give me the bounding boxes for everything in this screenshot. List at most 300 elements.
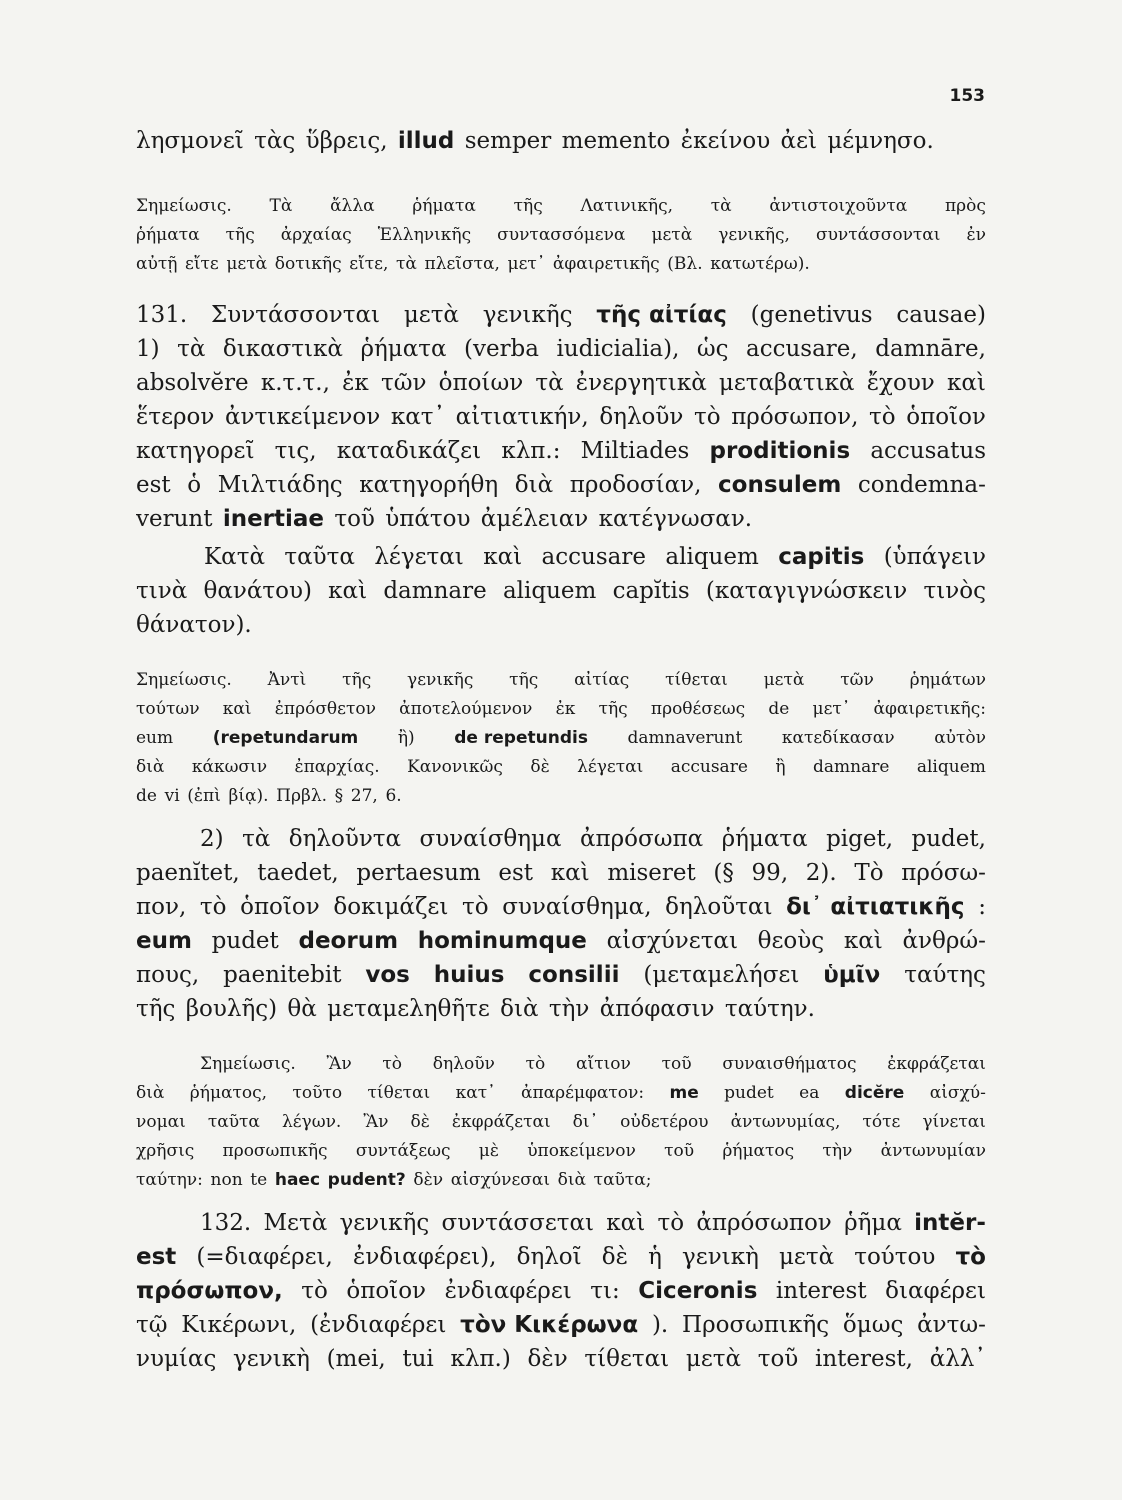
word: τίθεται [584, 1346, 670, 1372]
text-line [136, 128, 986, 154]
word: ἐκ [342, 370, 369, 396]
word: κλπ.: [501, 438, 561, 464]
word: ). [651, 1312, 669, 1338]
word: εἴτε [185, 254, 219, 274]
word: γενικὴ [682, 1244, 759, 1270]
word: συντάσσεται [441, 1210, 595, 1236]
word: accusare, [746, 336, 858, 362]
word: θάνατον). [136, 612, 252, 638]
text-line [136, 757, 986, 777]
word: δηλοῦν [599, 404, 684, 430]
word: Ἀντὶ [267, 670, 307, 690]
word: pudet [211, 928, 279, 954]
word: καὶ [843, 928, 883, 954]
word: me [669, 1083, 699, 1103]
word: δὲν [527, 1346, 568, 1372]
word: πρόσω- [901, 860, 986, 886]
word: 6. [385, 786, 402, 806]
text-line [204, 544, 986, 570]
word: Κατὰ [204, 544, 265, 570]
word: τίθεται [367, 1083, 431, 1103]
word: ἀνθρώ- [902, 928, 986, 954]
page-number: 153 [949, 86, 985, 106]
word: τῆς [598, 699, 628, 719]
word: : [978, 894, 986, 920]
word: Τὰ [269, 196, 293, 216]
word: διὰ [136, 1083, 165, 1103]
word: τὰ [396, 254, 417, 274]
word: καὶ [606, 1210, 646, 1236]
word: δι᾿ [572, 1112, 599, 1132]
word: τῆς [136, 996, 176, 1022]
word: τῷ [136, 1312, 168, 1338]
word: τὰ [242, 826, 271, 852]
word: accusatus [870, 438, 986, 464]
text-line [200, 1210, 986, 1236]
text-line [136, 894, 986, 920]
word: δηλοῦντα [288, 826, 402, 852]
word: consulem [718, 472, 842, 498]
word: ἀντικείμενον [224, 404, 381, 430]
word: 2) [200, 826, 224, 852]
word: τῶν [380, 370, 427, 396]
word: πον, [136, 894, 187, 920]
word: συντάξεως [355, 1141, 451, 1161]
word: καὶ [483, 544, 523, 570]
word: αὐτῇ [136, 254, 178, 274]
word: de repetundis [454, 728, 588, 748]
word: θεοὺς [757, 928, 825, 954]
word: § [334, 786, 344, 806]
word: ἀπόφασιν [599, 996, 715, 1022]
word: deorum [298, 928, 399, 954]
text-line [136, 1346, 986, 1372]
word: ἢ) [397, 728, 415, 748]
word: κατέγνωσαν. [598, 506, 753, 532]
word: μετ᾿ [812, 699, 851, 719]
word: κατ᾿ [455, 1083, 496, 1103]
word: ταύτην: [136, 1170, 203, 1190]
word: ἐκ [555, 699, 576, 719]
word: ταῦτα [207, 1112, 260, 1132]
word: ἀντω- [917, 1312, 986, 1338]
word: τῆς [342, 670, 372, 690]
word: τὴν [548, 996, 590, 1022]
word: αἰσχύνεται [606, 928, 738, 954]
word: Τὸ [854, 860, 884, 886]
word: διαφέρει [885, 1278, 986, 1304]
text-line [136, 254, 986, 274]
text-line [136, 1244, 986, 1270]
word: (repetundarum [212, 728, 359, 748]
word: ἀλλ᾿ [929, 1346, 986, 1372]
word: δηλοῦται [665, 894, 773, 920]
word: pudet, [911, 826, 986, 852]
word: μετὰ [403, 302, 459, 328]
word: (μεταμελήσει [643, 962, 800, 988]
word: ἐνεργητικὰ [575, 370, 707, 396]
word: ἀφαιρετικῆς [552, 254, 660, 274]
word: αἴτιον [576, 1054, 631, 1074]
word: πρὸς [944, 196, 986, 216]
word: ἀμέλειαν [480, 506, 589, 532]
word: condemna- [857, 472, 986, 498]
word: inertiae [222, 506, 325, 532]
word: capĭtis [612, 578, 690, 604]
word: γενικῆς [407, 670, 474, 690]
word: αἰτίας [574, 670, 630, 690]
word: Ἂν [326, 1054, 352, 1074]
word: ὑμῖν [823, 962, 881, 988]
text-line [136, 1170, 986, 1190]
word: ἔχουν [866, 370, 935, 396]
word: est [498, 860, 534, 886]
word: μετὰ [226, 254, 268, 274]
word: ἄλλα [330, 196, 375, 216]
word: Ἑλληνικῆς [377, 225, 472, 245]
word: dicĕre [844, 1083, 905, 1103]
text-line [136, 786, 986, 806]
word: καὶ [222, 699, 252, 719]
word: Κικέρωνι, [181, 1312, 297, 1338]
word: Συντάσσονται [211, 302, 381, 328]
word: τοῦ [334, 506, 375, 532]
word: ῥημάτων [909, 670, 986, 690]
word: Ἂν [363, 1112, 389, 1132]
word: προθέσεως [650, 699, 746, 719]
word: αἰσχύνεσαι [450, 1170, 550, 1190]
text-line [200, 826, 986, 852]
word: causae) [896, 302, 986, 328]
word: ῥήματα [721, 826, 808, 852]
word: θὰ [287, 996, 317, 1022]
word: Κανονικῶς [407, 757, 503, 777]
word: πρόσωπον, [731, 404, 859, 430]
word: τούτων [136, 699, 200, 719]
word: δι᾿ αἰτιατικῆς [786, 894, 965, 920]
word: οὐδετέρου [620, 1112, 709, 1132]
word: ἐν [966, 225, 986, 245]
word: hominumque [417, 928, 587, 954]
word: ῥήματα [412, 196, 476, 216]
word: est [136, 472, 171, 498]
word: ἀπρόσωπα [580, 826, 704, 852]
word: eum [136, 928, 192, 954]
text-line [136, 578, 986, 604]
word: aliquem [502, 578, 597, 604]
word: δοτικῆς [274, 254, 342, 274]
text-line [136, 225, 986, 245]
word: διὰ [500, 996, 539, 1022]
text-line [136, 1141, 986, 1161]
word: ἀποτελούμενον [399, 699, 533, 719]
word: 27, [350, 786, 378, 806]
word: ὁποῖον [240, 894, 320, 920]
word: ταῦτα [284, 544, 355, 570]
word: (καταγιγνώσκειν [705, 578, 908, 604]
word: ὁποῖον [346, 1278, 427, 1304]
word: Προσωπικῆς [682, 1312, 830, 1338]
word: 99, [751, 860, 789, 886]
word: Πρβλ. [276, 786, 327, 806]
word: (=διαφέρει, [196, 1244, 333, 1270]
word: προσωπικῆς [222, 1141, 328, 1161]
word: te [250, 1170, 268, 1190]
word: λέγεται [374, 544, 464, 570]
word: iudicialia), [556, 336, 680, 362]
word: intĕr- [914, 1210, 986, 1236]
word: miseret [607, 860, 696, 886]
text-line [136, 612, 986, 638]
word: καὶ [946, 370, 986, 396]
word: ὁποῖον [906, 404, 986, 430]
word: κατηγορεῖ [136, 438, 255, 464]
word: δηλοῦν [432, 1054, 495, 1074]
word: τοῦ [661, 1054, 692, 1074]
word: damnare [812, 757, 890, 777]
text-line [136, 728, 986, 748]
word: paenĭtet, [136, 860, 240, 886]
word: ἐπαρχίας. [294, 757, 380, 777]
word: γενικῆς [482, 302, 573, 328]
word: τὸ [461, 894, 489, 920]
word: συναίσθημα [419, 826, 562, 852]
word: ἡ [648, 1244, 662, 1270]
word: de [768, 699, 790, 719]
word: ἐκφράζεται [887, 1054, 986, 1074]
word: (genetivus [750, 302, 873, 328]
word: τῆς [513, 196, 543, 216]
word: τοῦ [757, 1346, 799, 1372]
word: proditionis [709, 438, 851, 464]
word: illud [397, 128, 455, 154]
word: τὸ [869, 404, 896, 430]
word: τοῦτο [292, 1083, 343, 1103]
word: ῥήματα [360, 336, 447, 362]
word: pudet [724, 1083, 774, 1103]
text-line [136, 670, 986, 690]
word: memento [561, 128, 671, 154]
word: πρόσωπον, [136, 1278, 283, 1304]
word: πλεῖστα, [424, 254, 500, 274]
word: Σημείωσις. [200, 1054, 296, 1074]
word: μεταμεληθῆτε [327, 996, 490, 1022]
word: μὲ [478, 1141, 499, 1161]
word: tui [402, 1346, 434, 1372]
word: accusare [670, 757, 748, 777]
text-line [136, 404, 986, 430]
word: δὲ [410, 1112, 430, 1132]
word: haec [274, 1170, 321, 1190]
word: θανάτου) [203, 578, 312, 604]
word: ὅμως [842, 1312, 904, 1338]
word: ὁ [187, 472, 202, 498]
word: τοῦ [664, 1141, 695, 1161]
word: γενικὴ [233, 1346, 310, 1372]
word: ἀντωνυμίας, [730, 1112, 841, 1132]
word: μέμνησο. [827, 128, 934, 154]
word: ἀντιστοιχοῦντα [769, 196, 908, 216]
word: καὶ [328, 578, 368, 604]
word: accusare [541, 544, 646, 570]
word: taedet, [257, 860, 339, 886]
word: non [210, 1170, 243, 1190]
word: τὸ [382, 1054, 403, 1074]
text-line [136, 336, 986, 362]
word: προδοσίαν, [569, 472, 702, 498]
word: aliquem [665, 544, 759, 570]
word: ea [799, 1083, 820, 1103]
word: δοκιμάζει [333, 894, 449, 920]
word: paenitebit [223, 962, 342, 988]
word: Λατινικῆς, [580, 196, 674, 216]
word: ῥῆμα [844, 1210, 902, 1236]
word: (§ [713, 860, 734, 886]
word: δηλοῖ [516, 1244, 582, 1270]
word: ταύτης [904, 962, 986, 988]
word: Σημείωσις. [136, 670, 232, 690]
word: (ὑπάγειν [883, 544, 986, 570]
word: λέγεται [577, 757, 644, 777]
word: ἀφαιρετικῆς: [873, 699, 986, 719]
word: μετ᾿ [507, 254, 546, 274]
word: damnaverunt [627, 728, 743, 748]
word: κατ᾿ [390, 404, 446, 430]
word: μεταβατικὰ [718, 370, 855, 396]
word: τῶν [840, 670, 874, 690]
word: συντάσσονται [815, 225, 941, 245]
text-line [136, 196, 986, 216]
word: ἢ [775, 757, 786, 777]
word: piget, [826, 826, 894, 852]
word: 131. [136, 302, 188, 328]
word: τῆς [509, 670, 539, 690]
word: τὸ [955, 1244, 986, 1270]
word: δὲν [413, 1170, 444, 1190]
word: διὰ [557, 1170, 587, 1190]
word: τίθεται [665, 670, 728, 690]
word: μετὰ [778, 1244, 835, 1270]
word: Ciceronis [638, 1278, 758, 1304]
word: τις, [274, 438, 317, 464]
word: ἀντωνυμίαν [880, 1141, 986, 1161]
word: capitis [778, 544, 865, 570]
word: χρῆσις [136, 1141, 195, 1161]
word: κ.τ.τ., [260, 370, 330, 396]
word: μετὰ [685, 1346, 742, 1372]
word: ἐκείνου [680, 128, 771, 154]
word: τῆς αἰτίας [596, 302, 727, 328]
word: συντασσόμενα [497, 225, 626, 245]
word: de [136, 786, 157, 806]
text-line [136, 472, 986, 498]
word: αὐτὸν [934, 728, 986, 748]
word: ἐκφράζεται [451, 1112, 551, 1132]
word: pudent? [327, 1170, 406, 1190]
word: διὰ [514, 472, 554, 498]
word: Μετὰ [263, 1210, 328, 1236]
word: ἀεὶ [780, 128, 818, 154]
word: τινὰ [136, 578, 188, 604]
word: αἰσχύ- [929, 1083, 986, 1103]
word: ἐνδιαφέρει [444, 1278, 572, 1304]
word: ἕτερον [136, 404, 215, 430]
word: semper [464, 128, 552, 154]
word: γενικῆς, [718, 225, 790, 245]
word: κατηγορήθη [359, 472, 499, 498]
word: εἴτε, [349, 254, 389, 274]
word: Σημείωσις. [136, 196, 232, 216]
word: τὰς [254, 128, 296, 154]
text-line [200, 1054, 986, 1074]
word: absolvĕre [136, 370, 249, 396]
word: ὡς [696, 336, 729, 362]
word: τὸ [301, 1278, 328, 1304]
word: ὑπάτου [385, 506, 471, 532]
word: κάκωσιν [191, 757, 268, 777]
word: τὰ [535, 370, 564, 396]
text-line [136, 962, 986, 988]
word: interest [775, 1278, 867, 1304]
word: τῆς [225, 225, 255, 245]
word: (ἐνδιαφέρει [310, 1312, 447, 1338]
word: ἀρχαίας [280, 225, 352, 245]
word: damnāre, [875, 336, 986, 362]
word: (Βλ. [667, 254, 703, 274]
word: ὑποκείμενον [527, 1141, 636, 1161]
word: interest, [814, 1346, 913, 1372]
word: καὶ [550, 860, 590, 886]
text-line [136, 996, 986, 1022]
word: ὕβρεις, [305, 128, 388, 154]
text-line [136, 1083, 986, 1103]
word: μετὰ [651, 225, 693, 245]
text-line [136, 699, 986, 719]
word: δὲ [601, 1244, 628, 1270]
word: (ἐπὶ [187, 786, 221, 806]
word: νομαι [136, 1112, 186, 1132]
word: Miltiades [580, 438, 690, 464]
word: τι: [590, 1278, 620, 1304]
word: λησμονεῖ [136, 128, 244, 154]
word: Μιλτιάδης [217, 472, 343, 498]
word: πους, [136, 962, 200, 988]
word: (mei, [326, 1346, 386, 1372]
word: aliquem [916, 757, 986, 777]
word: consilii [528, 962, 620, 988]
word: τότε [862, 1112, 901, 1132]
word: ῥήματος, [189, 1083, 268, 1103]
word: ἐνδιαφέρει), [352, 1244, 497, 1270]
text-line [136, 506, 986, 532]
word: 132. [200, 1210, 252, 1236]
word: γίνεται [922, 1112, 986, 1132]
word: 2). [805, 860, 837, 886]
word: τὸ [693, 404, 721, 430]
word: νυμίας [136, 1346, 217, 1372]
word: καταδικάζει [336, 438, 482, 464]
word: ῥήματος [722, 1141, 795, 1161]
word: συναίσθημα, [502, 894, 652, 920]
word: eum [136, 728, 174, 748]
word: τὸ [657, 1210, 685, 1236]
word: τὰ [177, 336, 206, 362]
word: ὁποίων [438, 370, 524, 396]
word: τὸ [199, 894, 227, 920]
word: βουλῆς) [185, 996, 278, 1022]
word: ταύτην. [724, 996, 815, 1022]
word: μετὰ [763, 670, 805, 690]
